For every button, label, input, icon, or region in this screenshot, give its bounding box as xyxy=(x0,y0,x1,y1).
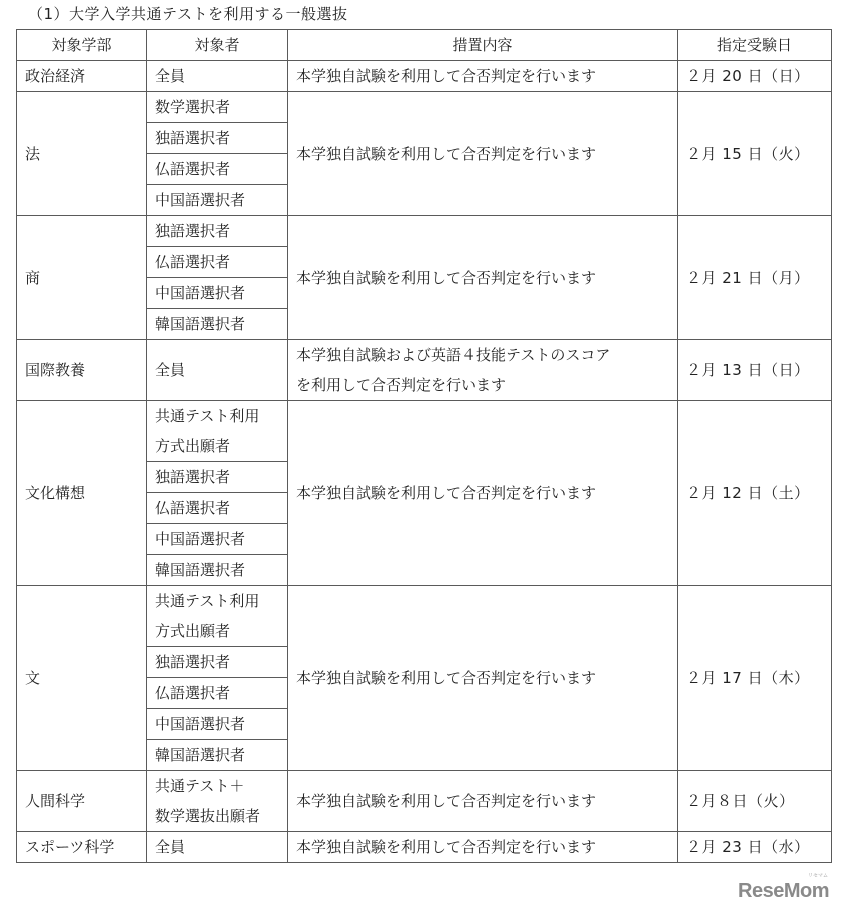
target-cell: 独語選択者 xyxy=(147,216,288,247)
measure-cell: 本学独自試験を利用して合否判定を行います xyxy=(288,216,678,340)
target-line: 数学選抜出願者 xyxy=(155,807,261,825)
table-header-row xyxy=(17,30,832,61)
department-cell: 政治経済 xyxy=(17,61,147,92)
target-cell: 中国語選択者 xyxy=(147,524,288,555)
section-caption: （1）大学入学共通テストを利用する一般選抜 xyxy=(28,5,348,23)
exam-schedule-table xyxy=(16,29,832,863)
target-cell: 中国語選択者 xyxy=(147,709,288,740)
measure-line: 本学独自試験および英語４技能テストのスコア xyxy=(296,346,611,364)
measure-cell: 本学独自試験を利用して合否判定を行います xyxy=(288,586,678,771)
measure-cell: 本学独自試験を利用して合否判定を行います xyxy=(288,61,678,92)
table-row xyxy=(17,216,832,247)
department-cell: 人間科学 xyxy=(17,771,147,832)
target-cell: 独語選択者 xyxy=(147,123,288,154)
header-department: 対象学部 xyxy=(17,30,147,61)
target-cell: 韓国語選択者 xyxy=(147,309,288,340)
measure-cell: 本学独自試験を利用して合否判定を行います xyxy=(288,771,678,832)
target-cell: 数学選択者 xyxy=(147,92,288,123)
target-line: 共通テスト＋ xyxy=(155,777,245,795)
date-cell: ２月 20 日（日） xyxy=(678,61,832,92)
header-date: 指定受験日 xyxy=(678,30,832,61)
measure-cell: 本学独自試験を利用して合否判定を行います xyxy=(288,92,678,216)
table-row xyxy=(17,92,832,123)
measure-cell: 本学独自試験を利用して合否判定を行います xyxy=(288,832,678,863)
resemom-logo: ReseMom xyxy=(738,880,829,902)
target-line: 方式出願者 xyxy=(155,437,231,455)
target-line: 共通テスト利用 xyxy=(155,407,260,425)
target-cell: 韓国語選択者 xyxy=(147,740,288,771)
department-cell: 文 xyxy=(17,586,147,771)
date-cell: ２月 17 日（木） xyxy=(678,586,832,771)
target-line: 方式出願者 xyxy=(155,622,231,640)
target-cell: 仏語選択者 xyxy=(147,154,288,185)
date-cell: ２月 15 日（火） xyxy=(678,92,832,216)
department-cell: 文化構想 xyxy=(17,401,147,586)
measure-cell: 本学独自試験を利用して合否判定を行います xyxy=(288,401,678,586)
table-row xyxy=(17,771,832,832)
target-cell: 韓国語選択者 xyxy=(147,555,288,586)
table-row xyxy=(17,401,832,462)
target-cell xyxy=(147,586,288,647)
department-cell: 国際教養 xyxy=(17,340,147,401)
measure-cell xyxy=(288,340,678,401)
header-target: 対象者 xyxy=(147,30,288,61)
target-cell: 全員 xyxy=(147,832,288,863)
target-cell: 独語選択者 xyxy=(147,647,288,678)
target-cell: 独語選択者 xyxy=(147,462,288,493)
table-row xyxy=(17,340,832,401)
target-cell xyxy=(147,771,288,832)
target-cell: 全員 xyxy=(147,61,288,92)
department-cell: 商 xyxy=(17,216,147,340)
target-cell: 仏語選択者 xyxy=(147,247,288,278)
date-cell: ２月 23 日（水） xyxy=(678,832,832,863)
date-cell: ２月 13 日（日） xyxy=(678,340,832,401)
measure-line: を利用して合否判定を行います xyxy=(296,376,507,394)
target-cell: 中国語選択者 xyxy=(147,278,288,309)
target-line: 共通テスト利用 xyxy=(155,592,260,610)
date-cell: ２月 21 日（月） xyxy=(678,216,832,340)
date-cell: ２月８日（火） xyxy=(678,771,832,832)
target-cell: 中国語選択者 xyxy=(147,185,288,216)
header-measure: 措置内容 xyxy=(288,30,678,61)
target-cell: 仏語選択者 xyxy=(147,493,288,524)
target-cell: 全員 xyxy=(147,340,288,401)
watermark-ruby: リセマム xyxy=(808,873,828,879)
target-cell xyxy=(147,401,288,462)
table-row xyxy=(17,586,832,647)
department-cell: 法 xyxy=(17,92,147,216)
table-row xyxy=(17,61,832,92)
date-cell: ２月 12 日（土） xyxy=(678,401,832,586)
target-cell: 仏語選択者 xyxy=(147,678,288,709)
table-row xyxy=(17,832,832,863)
department-cell: スポーツ科学 xyxy=(17,832,147,863)
